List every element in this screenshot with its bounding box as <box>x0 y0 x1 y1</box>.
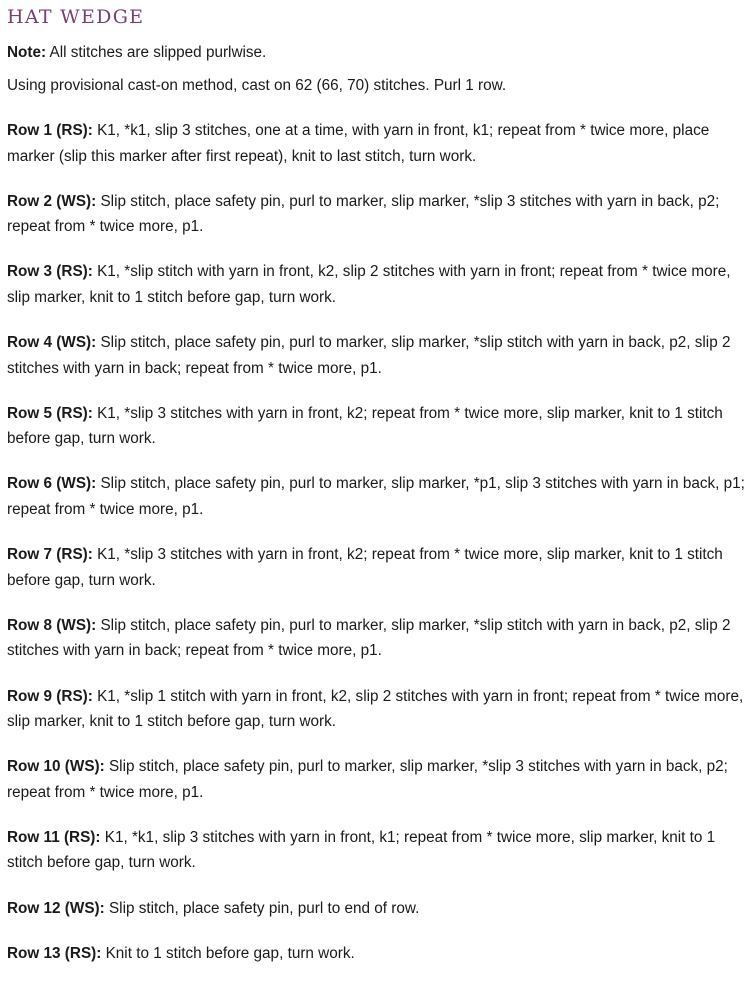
row-label: Row 2 (WS): <box>7 192 97 210</box>
row-instruction <box>7 189 745 240</box>
row-label: Row 5 (RS): <box>7 404 93 422</box>
row-label: Row 12 (WS): <box>7 899 105 917</box>
row-text: Slip stitch, place safety pin, purl to marker, slip marker, *p1, slip 3 stitches with yarn in back, p1; repeat from * twice more, p1. <box>7 475 745 518</box>
row-text: Slip stitch, place safety pin, purl to end of row. <box>104 899 420 917</box>
row-text: K1, *slip stitch with yarn in front, k2, slip 2 stitches with yarn in front; repeat from * twice more, slip marker, knit to 1 stitch before gap, turn work. <box>7 263 731 306</box>
row-text: Slip stitch, place safety pin, purl to marker, slip marker, *slip 3 stitches with yarn in back, p2; repeat from * twice more, p1. <box>7 758 728 801</box>
row-text: K1, *k1, slip 3 stitches, one at a time, with yarn in front, k1; repeat from * twice more, place marker (slip this marker after first repeat), knit to last stitch, turn work. <box>7 122 710 165</box>
row-instruction <box>7 684 745 735</box>
row-text: Knit to 1 stitch before gap, turn work. <box>101 944 355 962</box>
page-title: HAT WEDGE <box>7 6 145 28</box>
row-text: Slip stitch, place safety pin, purl to marker, slip marker, *slip stitch with yarn in back, p2, slip 2 stitches with yarn in back; repeat from * twice more, p1. <box>7 334 731 377</box>
row-text: Slip stitch, place safety pin, purl to marker, slip marker, *slip stitch with yarn in back, p2, slip 2 stitches with yarn in back; repeat from * twice more, p1. <box>7 616 731 660</box>
row-instruction <box>7 118 745 169</box>
row-label: Row 11 (RS): <box>7 828 101 846</box>
note-label: Note: <box>7 44 47 61</box>
intro-paragraph: Using provisional cast-on method, cast on 62 (66, 70) stitches. Purl 1 row. <box>7 76 507 94</box>
row-label: Row 13 (RS): <box>7 944 102 962</box>
row-instruction <box>7 941 745 967</box>
row-instruction <box>7 401 745 452</box>
row-label: Row 3 (RS): <box>7 263 93 281</box>
note-text: All stitches are slipped purlwise. <box>46 44 267 61</box>
row-label: Row 8 (WS): <box>7 616 97 634</box>
row-label: Row 1 (RS): <box>7 122 93 139</box>
document-page <box>7 6 745 986</box>
row-text: K1, *k1, slip 3 stitches with yarn in front, k1; repeat from * twice more, slip marker, knit to 1 stitch before gap, turn work. <box>7 828 716 872</box>
row-text: Slip stitch, place safety pin, purl to marker, slip marker, *slip 3 stitches with yarn in back, p2; repeat from * twice more, p1. <box>7 192 720 236</box>
row-label: Row 6 (WS): <box>7 475 97 493</box>
row-instruction <box>7 825 745 876</box>
note-paragraph <box>7 40 745 66</box>
row-text: K1, *slip 3 stitches with yarn in front, k2; repeat from * twice more, slip marker, knit to 1 stitch before gap, turn work. <box>7 404 723 448</box>
row-instruction <box>7 542 745 593</box>
row-instruction <box>7 896 745 922</box>
row-label: Row 10 (WS): <box>7 758 105 776</box>
row-label: Row 9 (RS): <box>7 687 93 705</box>
row-instruction <box>7 471 745 522</box>
row-instruction <box>7 259 745 310</box>
row-label: Row 7 (RS): <box>7 546 93 564</box>
row-label: Row 4 (WS): <box>7 334 97 352</box>
row-text: K1, *slip 1 stitch with yarn in front, k2, slip 2 stitches with yarn in front; repeat from * twice more, slip marker, knit to 1 stitch before gap, turn work. <box>7 687 744 730</box>
row-instruction <box>7 330 745 381</box>
row-instruction <box>7 613 745 664</box>
row-text: K1, *slip 3 stitches with yarn in front, k2; repeat from * twice more, slip marker, knit to 1 stitch before gap, turn work. <box>7 546 723 589</box>
row-instruction <box>7 754 745 805</box>
